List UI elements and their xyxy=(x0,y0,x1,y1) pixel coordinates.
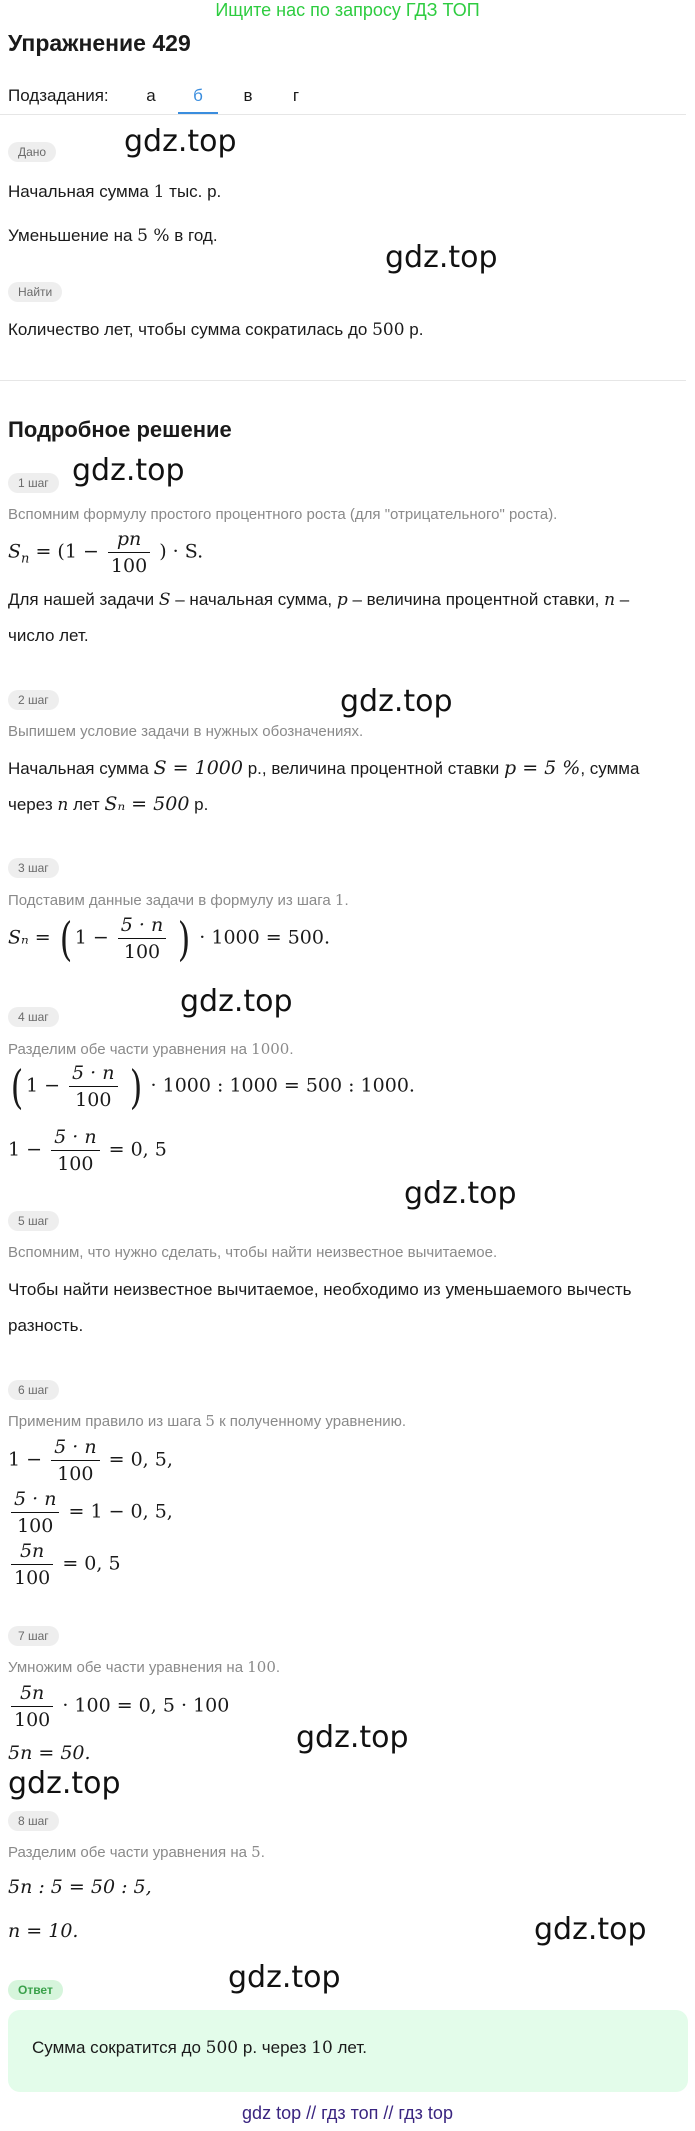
step-5-text-2: разность. xyxy=(8,1316,84,1335)
step-5-hint: Вспомним, что нужно сделать, чтобы найти неизвестное вычитаемое. xyxy=(8,1244,498,1261)
search-banner: Ищите нас по запросу ГДЗ ТОП xyxy=(215,0,480,20)
watermark: gdz.top xyxy=(228,1960,341,1995)
step-8-hint: Разделим обе части уравнения на 5. xyxy=(8,1843,265,1861)
find-pill: Найти xyxy=(8,282,62,302)
step-8-pill: 8 шаг xyxy=(8,1811,59,1831)
step-3-formula: Sₙ = ( 1 − $\frac{5 \cdot n}{100}$ ) · 1000 = 500. xyxy=(8,911,331,966)
watermark: gdz.top xyxy=(340,684,453,719)
watermark: gdz.top xyxy=(404,1176,517,1211)
tab-a[interactable]: а xyxy=(146,86,156,105)
tab-b[interactable]: б xyxy=(193,86,203,105)
page-title: Упражнение 429 xyxy=(8,30,191,56)
tab-g[interactable]: г xyxy=(292,86,300,105)
step-6-formula-2: $\frac{5 \cdot n}{100}$ = 1 − 0, 5, xyxy=(8,1488,173,1537)
subtasks-label: Подзадания: xyxy=(8,86,109,105)
watermark: gdz.top xyxy=(124,124,237,159)
step-5-pill: 5 шаг xyxy=(8,1211,59,1231)
watermark: gdz.top xyxy=(72,453,185,488)
answer-pill: Ответ xyxy=(8,1980,63,2000)
solution-title: Подробное решение xyxy=(8,417,232,442)
step-1-explanation: Для нашей задачи S – начальная сумма, p – величина процентной ставки, n – xyxy=(8,590,630,610)
given-line-1: Начальная сумма 1 тыс. р. xyxy=(8,182,222,202)
watermark: gdz.top xyxy=(534,1912,647,1947)
watermark: gdz.top xyxy=(180,984,293,1019)
answer-text: Сумма сократится до 500 р. через 10 лет. xyxy=(32,2038,367,2058)
step-3-hint: Подставим данные задачи в формулу из шага 1. xyxy=(8,891,349,909)
watermark: gdz.top xyxy=(385,240,498,275)
step-3-pill: 3 шаг xyxy=(8,858,59,878)
step-7-hint: Умножим обе части уравнения на 100. xyxy=(8,1658,281,1676)
given-pill: Дано xyxy=(8,142,56,162)
step-6-formula-3: $\frac{5n}{100}$ = 0, 5 xyxy=(8,1540,121,1589)
step-4-formula-1: ( 1 − $\frac{5 \cdot n}{100}$ ) · 1000 : 1000 = 500 : 1000. xyxy=(10,1059,415,1114)
step-6-formula-1: 1 − $\frac{5 \cdot n}{100}$ = 0, 5, xyxy=(8,1436,173,1485)
step-1-explanation-2: число лет. xyxy=(8,626,89,645)
step-2-hint: Выпишем условие задачи в нужных обозначениях. xyxy=(8,723,364,740)
step-1-pill: 1 шаг xyxy=(8,473,59,493)
step-2-line-2: через n лет Sₙ = 500 р. xyxy=(8,793,209,815)
step-8-formula-1: 5n : 5 = 50 : 5, xyxy=(8,1876,152,1898)
step-2-pill: 2 шаг xyxy=(8,690,59,710)
tab-v[interactable]: в xyxy=(243,86,253,105)
step-2-line-1: Начальная сумма S = 1000 р., величина процентной ставки p = 5 %, сумма xyxy=(8,757,640,779)
divider xyxy=(0,380,686,381)
step-7-formula-1: $\frac{5n}{100}$ · 100 = 0, 5 · 100 xyxy=(8,1682,229,1731)
step-4-pill: 4 шаг xyxy=(8,1007,59,1027)
find-text: Количество лет, чтобы сумма сократилась до 500 р. xyxy=(8,320,424,340)
step-7-pill: 7 шаг xyxy=(8,1626,59,1646)
step-4-hint: Разделим обе части уравнения на 1000. xyxy=(8,1040,294,1058)
footer-links[interactable]: gdz top // гдз топ // гдз top xyxy=(242,2103,453,2123)
step-8-formula-2: n = 10. xyxy=(8,1920,79,1942)
given-line-2: Уменьшение на 5 % в год. xyxy=(8,226,218,246)
step-1-hint: Вспомним формулу простого процентного роста (для "отрицательного" роста). xyxy=(8,506,558,523)
step-4-formula-2: 1 − $\frac{5 \cdot n}{100}$ = 0, 5 xyxy=(8,1126,167,1175)
watermark: gdz.top xyxy=(296,1720,409,1755)
step-7-formula-2: 5n = 50. xyxy=(8,1742,91,1764)
divider xyxy=(0,114,686,115)
step-5-text-1: Чтобы найти неизвестное вычитаемое, необходимо из уменьшаемого вычесть xyxy=(8,1280,632,1299)
step-6-hint: Применим правило из шага 5 к полученному уравнению. xyxy=(8,1412,407,1430)
step-6-pill: 6 шаг xyxy=(8,1380,59,1400)
watermark: gdz.top xyxy=(8,1766,121,1801)
step-1-formula: $S_n = (1$ − $\frac{pn}{100}$ ) · S. xyxy=(8,528,204,577)
